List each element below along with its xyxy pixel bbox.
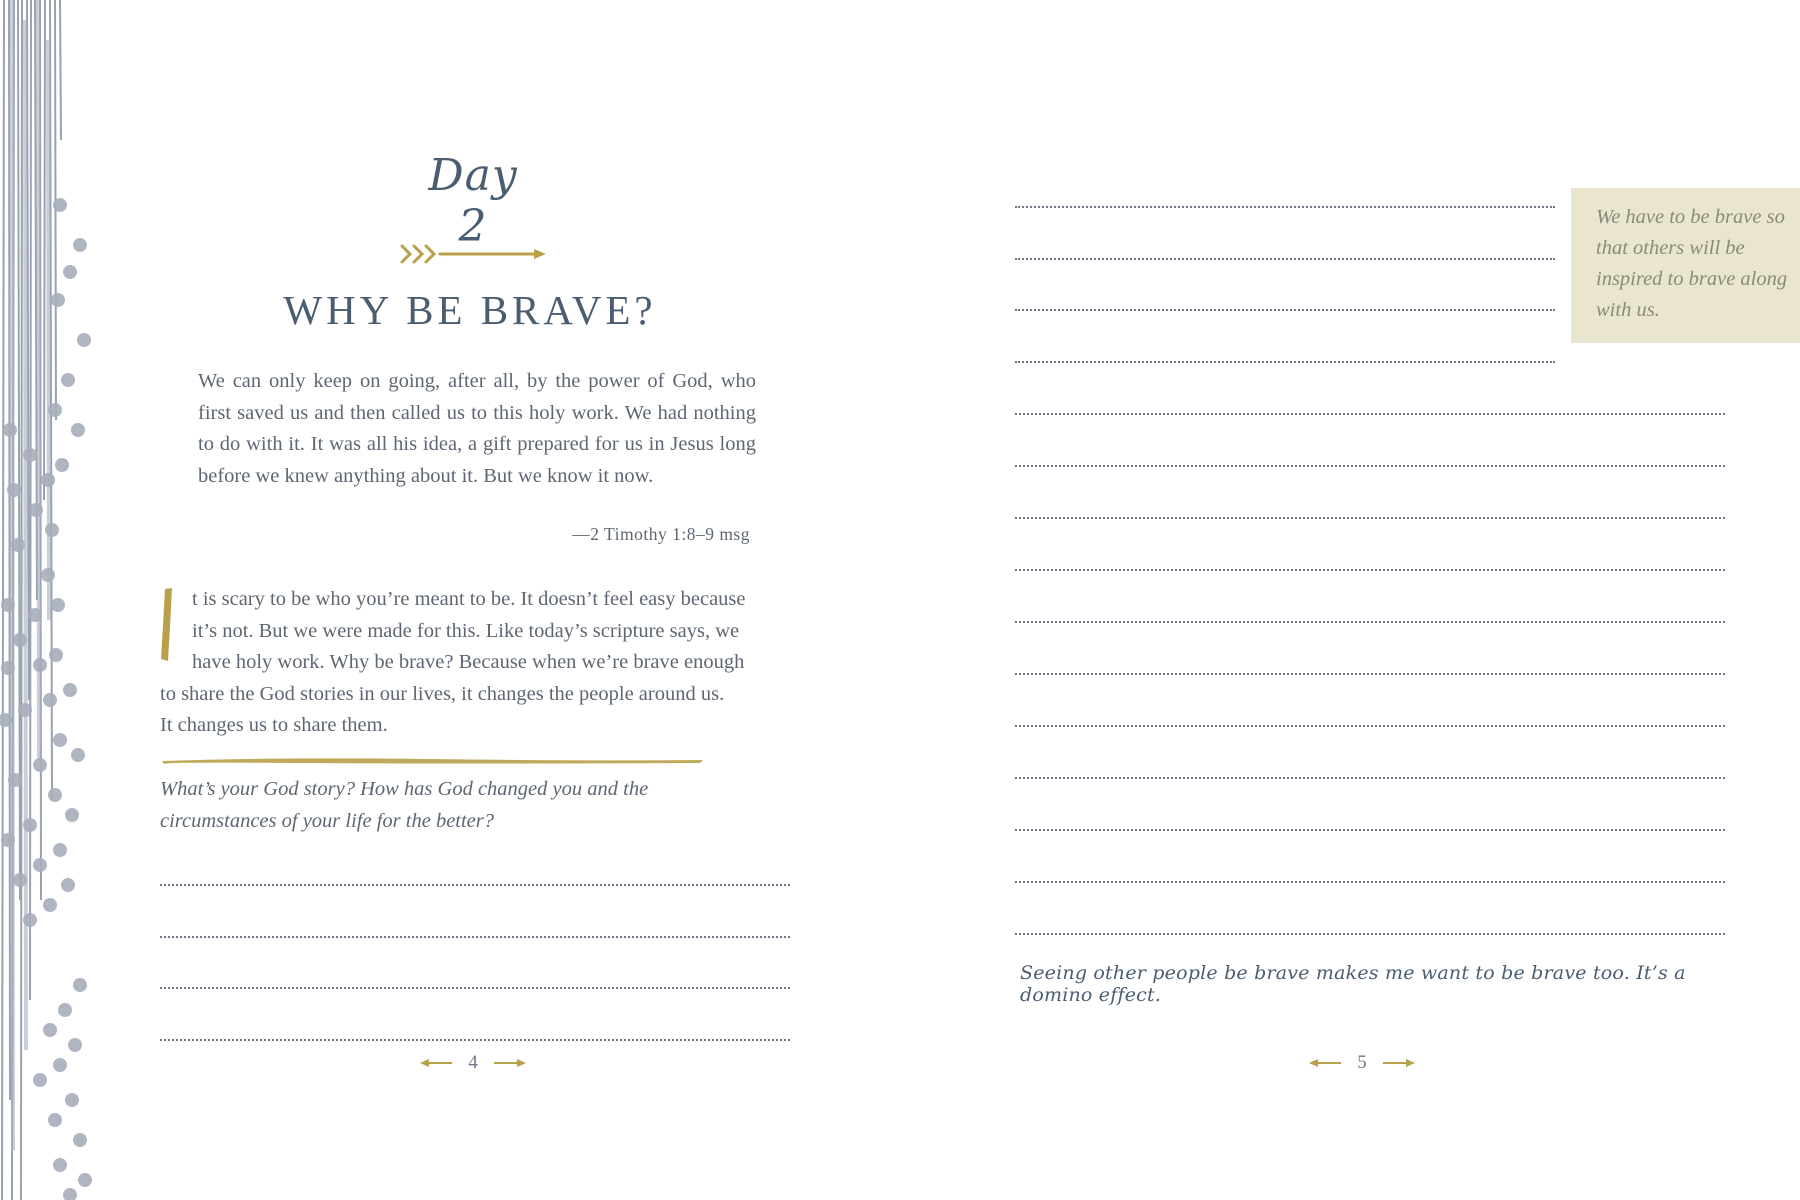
writing-line[interactable]	[1015, 517, 1725, 519]
writing-line[interactable]	[1015, 258, 1555, 260]
day-heading: Day 2	[428, 150, 518, 252]
writing-line[interactable]	[160, 987, 790, 989]
writing-line[interactable]	[1015, 829, 1725, 831]
writing-line[interactable]	[160, 936, 790, 938]
body-line: it’s not. But we were made for this. Like today’s scripture says, we	[192, 619, 740, 642]
page-number-right	[1307, 1052, 1417, 1074]
page-number-text: 4	[468, 1052, 478, 1073]
body-line: It changes us to share them.	[160, 714, 388, 736]
writing-line[interactable]	[1015, 673, 1725, 675]
writing-line[interactable]	[160, 1039, 790, 1041]
writing-line[interactable]	[1015, 309, 1555, 311]
left-arrow-icon	[1309, 1057, 1343, 1069]
writing-line[interactable]	[1015, 621, 1725, 623]
decorative-brush-strokes	[0, 0, 110, 1200]
body-line: to share the God stories in our lives, it changes the people around us.	[160, 682, 725, 705]
scripture-passage: We can only keep on going, after all, by the power of God, who first saved us and then called us to this holy work. We had nothing to do with it. It was all his idea, a gift prepared for us in Jesus long before we knew anything about it. But we know it now.	[198, 370, 756, 487]
writing-line[interactable]	[1015, 725, 1725, 727]
writing-line[interactable]	[1015, 413, 1725, 415]
pull-quote-text: We have to be brave so that others will be inspired to brave along with us.	[1596, 206, 1788, 321]
writing-line[interactable]	[1015, 206, 1555, 208]
right-arrow-icon	[1381, 1057, 1415, 1069]
right-arrow-icon	[492, 1057, 526, 1069]
scripture-citation: —2 Timothy 1:8–9 msg	[572, 524, 750, 544]
pull-quote-box	[1571, 188, 1800, 343]
writing-line[interactable]	[160, 884, 790, 886]
writing-line[interactable]	[1015, 569, 1725, 571]
body-line: have holy work. Why be brave? Because when we’re brave enough	[192, 651, 745, 673]
footer-quote: Seeing other people be brave makes me want to be brave too. It’s a domino effect.	[1020, 962, 1686, 1006]
body-paragraph	[160, 584, 790, 742]
page-number-left	[418, 1052, 528, 1074]
arrow-divider-icon	[400, 240, 550, 268]
writing-line[interactable]	[1015, 465, 1725, 467]
left-arrow-icon	[420, 1057, 454, 1069]
body-line: t is scary to be who you’re meant to be. It doesn’t feel easy because	[192, 588, 746, 610]
journal-prompt: What’s your God story? How has God changed you and the circumstances of your life for the better?	[160, 778, 649, 832]
writing-line[interactable]	[1015, 777, 1725, 779]
writing-line[interactable]	[1015, 881, 1725, 883]
gold-brush-divider	[160, 754, 705, 766]
page-number-text: 5	[1357, 1052, 1367, 1073]
page-title: WHY BE BRAVE?	[283, 287, 657, 333]
writing-line[interactable]	[1015, 933, 1725, 935]
writing-line[interactable]	[1015, 361, 1555, 363]
